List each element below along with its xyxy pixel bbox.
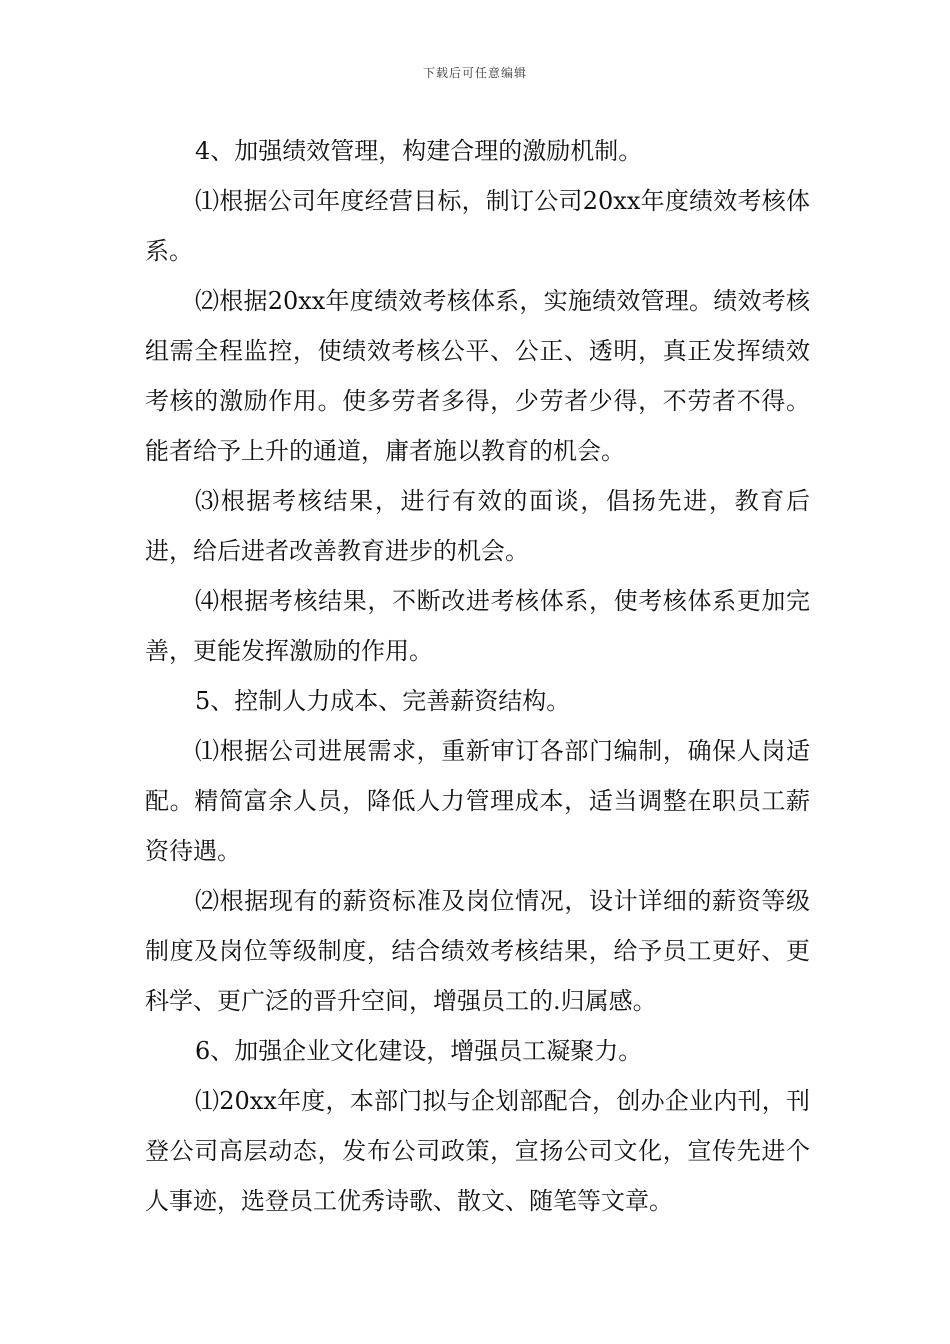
paragraph-5-1: ⑴根据公司进展需求，重新审订各部门编制，确保人岗适配。精简富余人员，降低人力管理成本，适当调整在职员工薪资待遇。 [145,737,810,865]
paragraph-4-1: ⑴根据公司年度经营目标，制订公司20xx年度绩效考核体系。 [145,187,810,265]
section-heading-5: 5、控制人力成本、完善薪资结构。 [195,687,571,715]
paragraph-4-2: ⑵根据20xx年度绩效考核体系，实施绩效管理。绩效考核组需全程监控，使绩效考核公平、公正、透明，真正发挥绩效考核的激励作用。使多劳者多得，少劳者少得，不劳者不得。能者给予上升的通道，庸者施以教育的机会。 [145,287,810,465]
page-header-note: 下载后可任意编辑 [422,66,527,80]
paragraph-5-2: ⑵根据现有的薪资标准及岗位情况，设计详细的薪资等级制度及岗位等级制度，结合绩效考核结果，给予员工更好、更科学、更广泛的晋升空间，增强员工的.归属感。 [145,887,810,1015]
section-heading-6: 6、加强企业文化建设，增强员工凝聚力。 [195,1037,643,1065]
paragraph-4-4: ⑷根据考核结果，不断改进考核体系，使考核体系更加完善，更能发挥激励的作用。 [145,587,810,665]
paragraph-4-3: ⑶根据考核结果，进行有效的面谈，倡扬先进，教育后进，给后进者改善教育进步的机会。 [145,487,810,565]
section-heading-4: 4、加强绩效管理，构建合理的激励机制。 [195,137,643,165]
document-body [145,126,810,1226]
paragraph-6-1: ⑴20xx年度，本部门拟与企划部配合，创办企业内刊，刊登公司高层动态，发布公司政策，宣扬公司文化，宣传先进个人事迹，选登员工优秀诗歌、散文、随笔等文章。 [145,1087,810,1215]
